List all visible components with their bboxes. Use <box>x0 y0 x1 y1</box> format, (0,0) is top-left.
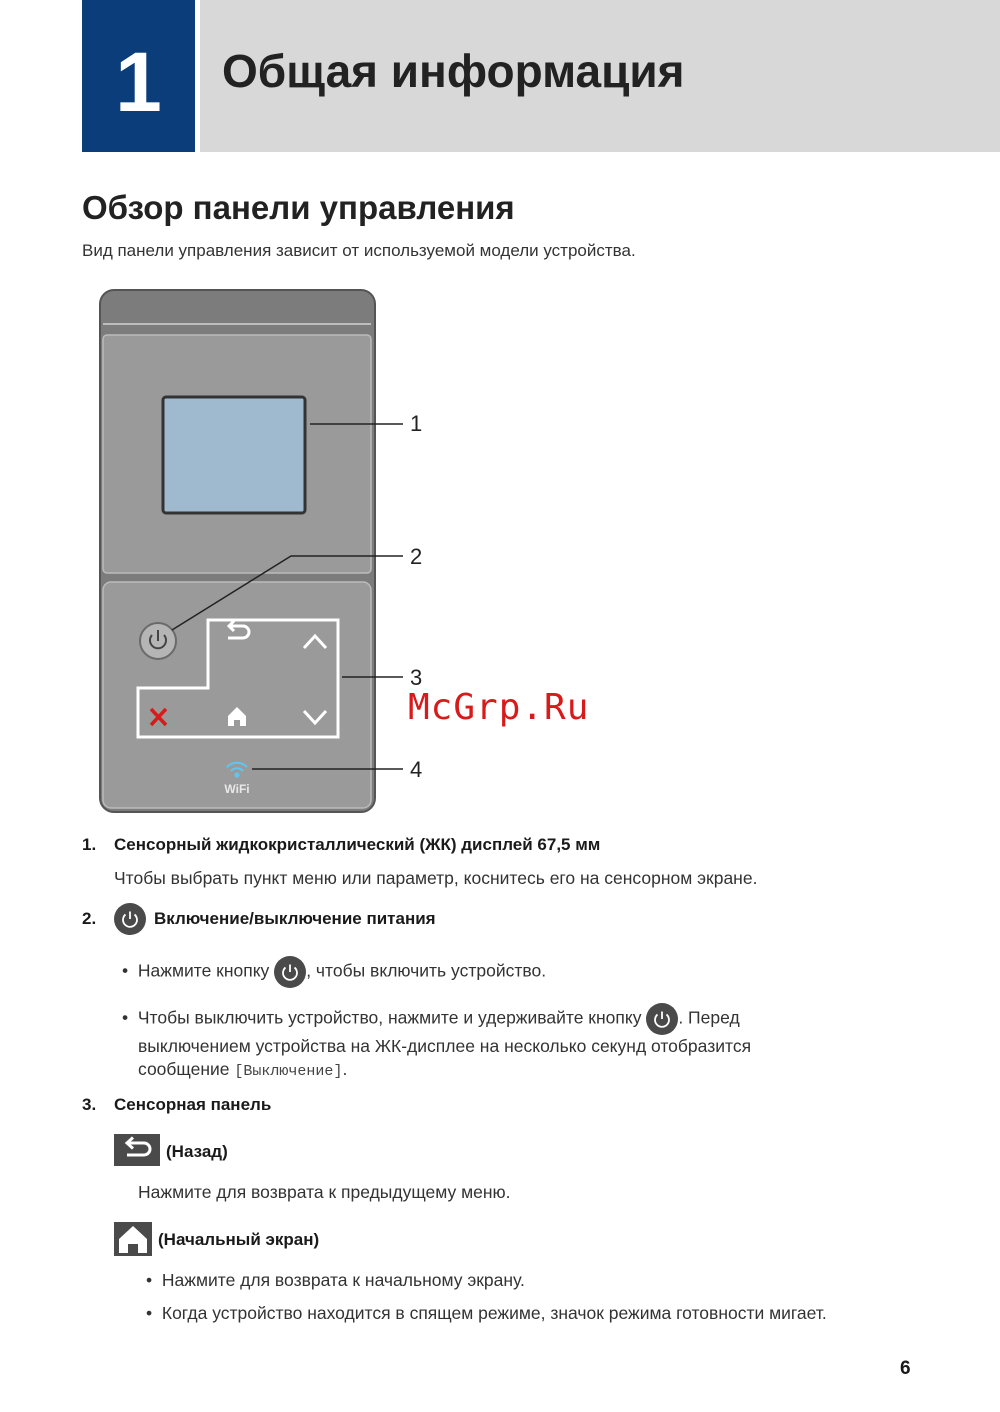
lcd-screen <box>163 397 305 513</box>
callout-4: 4 <box>410 757 423 782</box>
item-3-title: Сенсорная панель <box>114 1095 272 1114</box>
bullet-2-text-d: сообщение <box>138 1059 230 1079</box>
item-2-bullet-1 <box>122 956 546 988</box>
bullet-dot: • <box>146 1270 153 1290</box>
home-bullet-2 <box>146 1302 827 1325</box>
item-2-bullet-2 <box>122 1003 740 1035</box>
home-bullet-1 <box>146 1269 525 1292</box>
bullet-dot: • <box>122 960 129 981</box>
power-icon <box>646 1003 678 1035</box>
power-heading-icon <box>114 903 146 935</box>
bullet-2-text-b: . Перед <box>678 1007 740 1028</box>
power-icon <box>114 903 146 935</box>
bullet-1-text-a: Нажмите кнопку <box>137 960 270 981</box>
chapter-number-block <box>82 0 195 152</box>
item-1-number: 1. <box>82 835 97 854</box>
bullet-2-text-c: выключением устройства на ЖК-дисплее на несколько секунд отобразится <box>138 1036 752 1056</box>
bullet-dot: • <box>146 1303 153 1323</box>
item-1-title: Сенсорный жидкокристаллический (ЖК) дисплей 67,5 мм <box>114 835 601 854</box>
shutdown-message: [Выключение] <box>234 1063 343 1080</box>
control-panel-illustration <box>95 285 435 815</box>
wifi-label: WiFi <box>224 782 250 796</box>
watermark: McGrp.Ru <box>408 687 590 728</box>
back-text: Нажмите для возврата к предыдущему меню. <box>138 1182 511 1202</box>
bullet-2-line-3 <box>138 1058 347 1083</box>
home-title: (Начальный экран) <box>158 1230 320 1249</box>
home-icon <box>114 1222 152 1256</box>
home-bullet-1-text: Нажмите для возврата к начальному экрану. <box>161 1270 525 1290</box>
bullet-1-text-b: , чтобы включить устройство. <box>306 960 547 981</box>
page-number: 6 <box>900 1358 911 1379</box>
bullet-2-text-a: Чтобы выключить устройство, нажмите и удерживайте кнопку <box>137 1007 642 1028</box>
item-2-number: 2. <box>82 909 97 928</box>
section-intro: Вид панели управления зависит от используемой модели устройства. <box>82 241 636 260</box>
callout-3: 3 <box>410 665 423 690</box>
callout-2: 2 <box>410 544 423 569</box>
item-3-number: 3. <box>82 1095 97 1114</box>
power-icon <box>274 956 306 988</box>
power-button-icon <box>140 623 176 659</box>
section-title: Обзор панели управления <box>82 189 515 226</box>
chapter-number: 1 <box>115 35 162 129</box>
item-1-text: Чтобы выбрать пункт меню или параметр, коснитесь его на сенсорном экране. <box>114 868 758 888</box>
bullet-2-text-e: . <box>342 1059 348 1079</box>
home-bullet-2-text: Когда устройство находится в спящем режиме, значок режима готовности мигает. <box>161 1303 827 1323</box>
chapter-title: Общая информация <box>222 45 685 97</box>
item-2-title: Включение/выключение питания <box>154 909 436 928</box>
bullet-dot: • <box>122 1007 129 1028</box>
callout-1: 1 <box>410 411 423 436</box>
back-title: (Назад) <box>166 1142 228 1161</box>
back-icon <box>114 1134 160 1166</box>
